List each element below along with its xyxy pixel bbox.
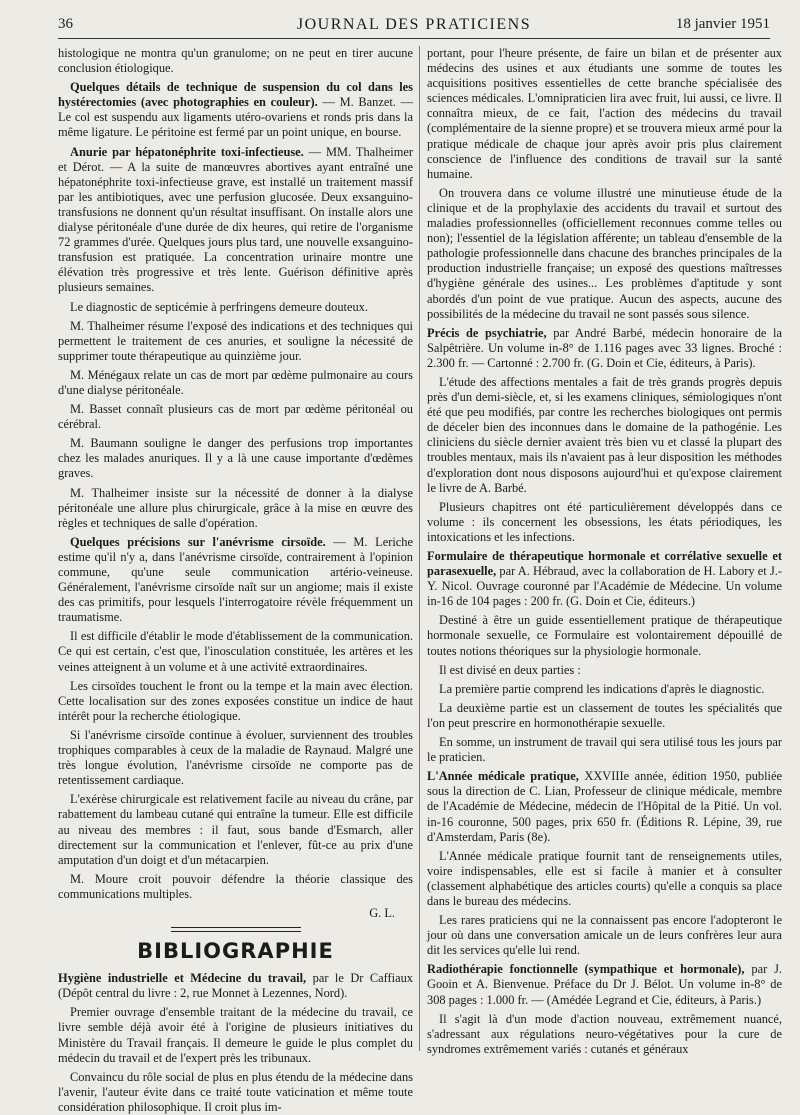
book-title: Radiothérapie fonctionnelle (sympathique et hormonale), — [427, 962, 745, 977]
article-title: Quelques détails de technique de suspension du col dans les hystérectomies (avec photographies en couleur). — [58, 80, 413, 110]
article-title: Quelques précisions sur l'anévrisme cirsoïde. — [70, 534, 326, 549]
book-meta: XXVIIIe année, édition 1950, publiée sous la direction de C. Lian, Professeur de clinique médicale, membre de l'Académie de Médecine, médecin de l'Hôpital de la Pitié. Un vol. in-16 couronne, 500 pages, prix 650 fr. (Éditions R. Lépine, 39, rue d'Amsterdam, Paris (8e). — [427, 769, 782, 844]
paragraph: L'exérèse chirurgicale est relativement facile au niveau du crâne, par rabattement du lambeau cutané qui entraîne la tumeur. Elle est difficile au niveau des membres : il faut, sous bande d'Esmarch, aller directement sur la communication et l'enlever, fût-ce au prix d'une amputation d'un doigt et d'un métacarpien. — [58, 792, 413, 867]
paragraph: Si l'anévrisme cirsoïde continue à évoluer, surviennent des troubles trophiques comparables à ceux de la maladie de Raynaud. Malgré une très longue évolution, l'anévrisme cirsoïde ne comporte pas de retentissement cardiaque. — [58, 727, 413, 788]
section-heading: BIBLIOGRAPHIE — [137, 939, 334, 964]
article-author: — M. Banzet. — [322, 95, 396, 110]
article-anurie — [58, 145, 413, 296]
paragraph: Destiné à être un guide essentiellement pratique de thérapeutique hormonale sexuelle, ce Formulaire est volontairement dépouillé de toutes notions théoriques sur la physiologie hormonale. — [427, 613, 782, 658]
page-number: 36 — [58, 16, 73, 32]
bibliography-entry — [58, 971, 413, 1001]
bibliography-entry — [427, 549, 782, 609]
paragraph: Le diagnostic de septicémie à perfringens demeure douteux. — [70, 299, 368, 314]
paragraph: Plusieurs chapitres ont été particulièrement développés dans ce volume : ils concernent les obsessions, les états périodiques, les intoxications et les infections. — [427, 499, 782, 544]
book-meta: par le Dr Caffiaux (Dépôt central du livre : 2, rue Monnet à Lezennes, Nord). — [58, 971, 414, 1001]
article-text: — M. Leriche estime qu'il n'y a, dans l'anévrisme cirsoïde, contrairement à l'opinion commune, qu'une seule communication artério-veineuse. Généralement, l'anévrisme cirsoïde naît sur un angiome; mais il existe des cas primitifs, pour lesquels l'interrogatoire révèle fréquemment un traumatisme. — [58, 534, 413, 625]
article-text: — A la suite de manœuvres abortives ayant entraîné une hépatonéphrite toxi-infectieuse grave, est installé un traitement massif par les antibiotiques, avec une perfusion glucosée. Deux exsanguino-transfusions ne donnent qu'un résultat insuffisant. On installe alors une dialyse péritonéale d'une durée de dix heures, qui retire de l'organisme 72 grammes d'urée. Quelques jours plus tard, une nouvelle exsanguino-transfusion est pratiquée. La concentration urinaire montre une élévation très progressive et très lente. Guérison définitive après plusieurs semaines. — [58, 159, 413, 295]
book-title: Formulaire de thérapeutique hormonale et corrélative sexuelle et parasexuelle, — [427, 549, 782, 579]
paragraph: Les rares praticiens qui ne la connaissent pas encore l'adopteront le jour où dans une conversation amicale un de leurs confrères leur aura dit les services qu'elle lui rend. — [427, 913, 782, 958]
article-suspension-col — [58, 80, 413, 140]
paragraph: La deuxième partie est un classement de toutes les spécialités que l'on peut prescrire en hormonothérapie sexuelle. — [427, 700, 782, 730]
paragraph: L'étude des affections mentales a fait de très grands progrès depuis près d'un demi-siècle, et, si les examens cliniques, sémiologiques n'ont été que peu modifiés, par contre les recherches biologiques ont permis de déceler bien des inconnues dans le domaine de la pathogénie. Les cliniciens du siècle dernier avaient très bien vu et classé la plupart des troubles mentaux, mais ils n'avaient pas à leur disposition les méthodes d'exploration dont nous disposons aujourd'hui et qu'expose clairement le livre de A. Barbé. — [427, 374, 782, 495]
paragraph: portant, pour l'heure présente, de faire un bilan et de présenter aux médecins des usines et aux étudiants une somme de toutes les acquisitions positives essentielles de cette branche spécialisée des sciences médicales. L'omnipraticien lira avec fruit, lui aussi, ce livre. Il connaîtra mieux, de ce fait, l'action des médecins du travail (complémentaire de la sienne propre) et se trouvera mieux armé pour la pratique médicale de chaque jour après avoir pris plus clairement conscience de l'influence des conditions de travail sur la santé humaine. — [427, 46, 782, 181]
book-title: Précis de psychiatrie, — [427, 325, 547, 340]
book-meta: par André Barbé, médecin honoraire de la Salpêtrière. Un volume in-8° de 1.116 pages avec 33 lignes. Broché : 2.300 fr. — Cartonné : 2.700 fr. (G. Doin et Cie, éditeurs, à Paris). — [427, 325, 783, 370]
article-anevrisme — [58, 535, 413, 626]
paragraph: Il est difficile d'établir le mode d'établissement de la communication. Ce qui est certain, c'est que, l'inosculation constituée, les artères et les veines atteignent à un volume et à une activité extraordinaires. — [58, 629, 413, 674]
signature: G. L. — [369, 905, 395, 920]
bibliography-entry — [427, 769, 782, 844]
column-divider — [419, 46, 420, 1051]
paragraph: Convaincu du rôle social de plus en plus étendu de la médecine dans l'avenir, l'auteur évite dans ce traité toute vaticination et même toute considération philosophique. Il croit plus im- — [58, 1069, 413, 1114]
bibliography-entry — [427, 326, 782, 371]
journal-title: JOURNAL DES PRATICIENS — [296, 16, 532, 33]
paragraph: M. Moure croit pouvoir défendre la théorie classique des communications multiples. — [58, 871, 413, 901]
paragraph: M. Thalheimer résume l'exposé des indications et des techniques qui permettent le traitement de ces anuries, et souligne la nécessité de supprimer toute thérapeutique au quinzième jour. — [58, 318, 413, 363]
paragraph: M. Thalheimer insiste sur la nécessité de donner à la dialyse péritonéale une allure plus chirurgicale, grâce à la mise en œuvre des règles et techniques de salle d'opération. — [58, 485, 413, 530]
book-meta: par A. Hébraud, avec la collaboration de H. Labory et J.-Y. Nicol. Ouvrage couronné par l'Académie de Médecine. Un volume in-16 de 104 pages : 200 fr. (G. Doin et Cie, éditeurs.) — [427, 564, 782, 609]
paragraph: Les cirsoïdes touchent le front ou la tempe et la main avec élection. Cette localisation sur des zones exposées constitue un indice de haut intérêt pour la recherche étiologique. — [58, 678, 413, 723]
paragraph: M. Basset connaît plusieurs cas de mort par œdème péritonéal ou cérébral. — [58, 402, 413, 432]
article-text: — Le col est suspendu aux ligaments utéro-ovariens et ronds pris dans la même ligature. Le péritoine est fermé par un point unique, en bourse. — [58, 95, 413, 140]
left-column — [58, 46, 414, 1114]
paragraph: Il est divisé en deux parties : — [439, 662, 581, 677]
section-separator — [171, 927, 301, 932]
issue-date: 18 janvier 1951 — [675, 16, 770, 32]
paragraph: La première partie comprend les indications d'après le diagnostic. — [439, 681, 765, 696]
paragraph: Premier ouvrage d'ensemble traitant de la médecine du travail, ce livre semble déjà avoir été à l'origine de plusieurs initiatives du Ministère du Travail français. Il demeure le guide le plus complet du médecin du travail et de l'expert près les tribunaux. — [58, 1005, 413, 1065]
book-title: L'Année médicale pratique, — [427, 769, 579, 784]
paragraph: histologique ne montra qu'un granulome; on ne peut en tirer aucune conclusion étiologique. — [58, 46, 413, 76]
header-rule — [58, 38, 770, 39]
paragraph: On trouvera dans ce volume illustré une minutieuse étude de la clinique et de la prophylaxie des accidents du travail et surtout des maladies professionnelles (officiellement reconnues comme telles ou non); l'essentiel de la législation afférente; un tableau d'ensemble de la pathologie professionnelle dans chacune des branches principales de la production industrielle française; un exposé des questions maîtresses d'hygiène générale des usines... Les problèmes d'aptitude y sont abordés d'un point de vue pratique. Aucun des aspects, aucune des possibilités de la médecine du travail ne sont passés sous silence. — [427, 185, 782, 321]
paragraph: M. Ménégaux relate un cas de mort par œdème pulmonaire au cours d'une dialyse péritonéale. — [58, 367, 413, 397]
bibliography-entry — [427, 962, 782, 1007]
article-title: Anurie par hépatonéphrite toxi-infectieuse. — [70, 144, 304, 159]
page-header — [58, 12, 770, 38]
right-column — [427, 46, 783, 1056]
book-meta: par J. Gooin et A. Bienvenue. Préface du Dr J. Bélot. Un volume in-8° de 308 pages : 1.000 fr. — (Amédée Legrand et Cie, éditeurs, à Paris.) — [427, 962, 782, 1007]
paragraph: M. Baumann souligne le danger des perfusions trop importantes chez les malades anuriques. Il y a là une cause importante d'œdèmes graves. — [58, 436, 413, 481]
paragraph: L'Année médicale pratique fournit tant de renseignements utiles, voire indispensables, elle est si facile à manier et à consulter (classement alphabétique des articles courts) qu'elle a conquis sa place dans le bureau des médecins. — [427, 848, 782, 908]
article-author: — MM. Thalheimer et Dérot. — [58, 144, 413, 174]
paragraph: Il s'agit là d'un mode d'action nouveau, extrêmement nuancé, s'adressant aux régulations neuro-végétatives pour la cure de syndromes extrêmement variés : cutanés et généraux — [427, 1011, 782, 1056]
book-title: Hygiène industrielle et Médecine du travail, — [58, 971, 307, 986]
paragraph: En somme, un instrument de travail qui sera utilisé tous les jours par le praticien. — [427, 735, 782, 765]
